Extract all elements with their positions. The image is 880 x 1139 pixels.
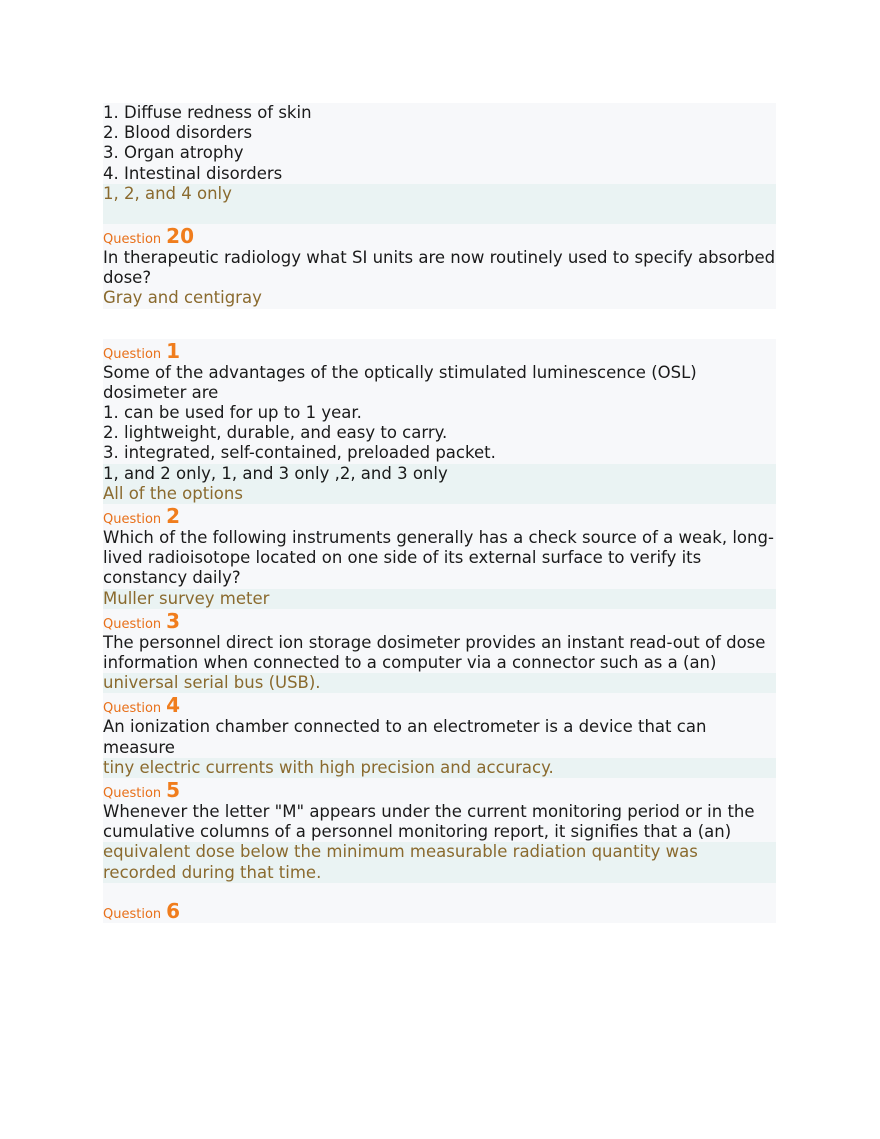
question-text: An ionization chamber connected to an electrometer is a device that can measure (103, 717, 707, 757)
question-4 (103, 693, 776, 778)
question-text: The personnel direct ion storage dosimeter provides an instant read-out of dose information when connected to a computer via a connector such as a (an) (103, 632, 766, 673)
question-number: 5 (166, 778, 181, 803)
answer-text: tiny electric currents with high precision and accuracy. (103, 757, 554, 777)
question-heading (103, 339, 776, 363)
answer-band (103, 673, 776, 693)
question-label: Question (103, 906, 162, 922)
question-19-continuation (103, 103, 776, 224)
question-heading (103, 504, 776, 528)
question-heading (103, 224, 776, 248)
answer-text: Gray and centigray (103, 288, 262, 308)
question-text: Which of the following instruments generally has a check source of a weak, long-lived radioisotope located on one side of its external surface to verify its constancy daily? (103, 528, 774, 588)
question-number: 1 (166, 338, 181, 363)
question-1 (103, 339, 776, 504)
answer-band (103, 758, 776, 778)
answer-band (103, 589, 776, 609)
question-text: Whenever the letter "M" appears under the current monitoring period or in the cumulative columns of a personnel monitoring report, it signifies that a (an) (103, 802, 755, 842)
question-heading (103, 778, 776, 802)
question-2 (103, 504, 776, 609)
question-3 (103, 609, 776, 694)
question-label: Question (103, 512, 162, 528)
question-number: 20 (166, 224, 194, 249)
question-label: Question (103, 616, 162, 632)
question-text: Some of the advantages of the optically stimulated luminescence (OSL) dosimeter are (103, 362, 697, 402)
option-item: 2. lightweight, durable, and easy to carry. (103, 423, 448, 443)
answer-text: 1, 2, and 4 only (103, 183, 232, 203)
question-number: 4 (166, 693, 181, 718)
question-heading (103, 883, 776, 923)
question-heading (103, 609, 776, 633)
question-text: In therapeutic radiology what SI units are now routinely used to specify absorbed dose? (103, 248, 776, 288)
question-6 (103, 883, 776, 923)
question-label: Question (103, 701, 162, 717)
question-number: 6 (166, 898, 181, 923)
options-line: 1, and 2 only, 1, and 3 only ,2, and 3 only (103, 463, 448, 483)
option-item: 2. Blood disorders (103, 123, 253, 143)
answer-text: universal serial bus (USB). (103, 673, 321, 693)
answer-band (103, 842, 776, 882)
question-5 (103, 778, 776, 883)
answer-text: All of the options (103, 483, 243, 503)
answer-text: Muller survey meter (103, 588, 270, 608)
option-item: 1. can be used for up to 1 year. (103, 403, 362, 423)
question-heading (103, 693, 776, 717)
question-number: 3 (166, 608, 181, 633)
question-20 (103, 224, 776, 309)
question-label: Question (103, 232, 162, 248)
answer-text: equivalent dose below the minimum measurable radiation quantity was recorded during that time. (103, 842, 698, 882)
question-number: 2 (166, 504, 181, 529)
answer-band (103, 464, 776, 504)
quiz-document (103, 103, 776, 923)
option-item: 4. Intestinal disorders (103, 163, 283, 183)
option-item: 3. integrated, self-contained, preloaded packet. (103, 443, 496, 463)
answer-band (103, 184, 776, 224)
option-item: 1. Diffuse redness of skin (103, 103, 312, 122)
option-item: 3. Organ atrophy (103, 143, 244, 163)
question-label: Question (103, 786, 162, 802)
question-label: Question (103, 346, 162, 362)
